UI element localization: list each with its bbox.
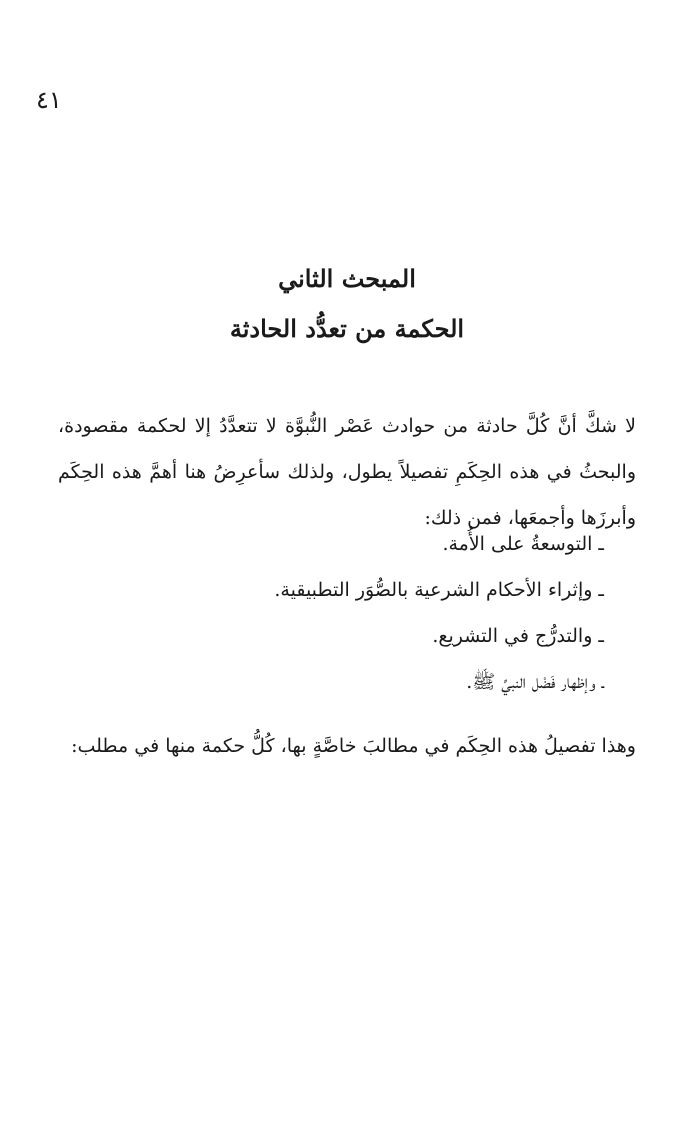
page-number: ٤١ (36, 86, 62, 114)
intro-paragraph: لا شكَّ أنَّ كُلَّ حادثة من حوادث عَصْر النُّبوَّة لا تتعدَّدُ إلا لحكمة مقصودة، والبحثُ في هذه الحِكَمِ تفصيلاً يطول، ولذلك سأعرِضُ هنا أهمَّ هذه الحِكَم وأبرزَها وأجمعَها، فمن ذلك: (58, 415, 636, 529)
section-title: الحكمة من تعدُّد الحادثة (229, 314, 465, 343)
closing-paragraph: وهذا تفصيلُ هذه الحِكَم في مطالبَ خاصَّةٍ بها، كُلُّ حكمة منها في مطلب: (71, 735, 636, 757)
list-item: ـ والتدرُّج في التشريع. (432, 625, 604, 647)
section-heading: المبحث الثاني (278, 264, 416, 293)
list-item: ـ وإظهار فَضْل النبيِّ ﷺ. (466, 671, 604, 693)
wisdom-list (58, 521, 604, 705)
list-item: ـ وإثراء الأحكام الشرعية بالصُّوَر التطبيقية. (274, 579, 604, 601)
list-item: ـ التوسعةُ على الأُمة. (442, 533, 604, 555)
